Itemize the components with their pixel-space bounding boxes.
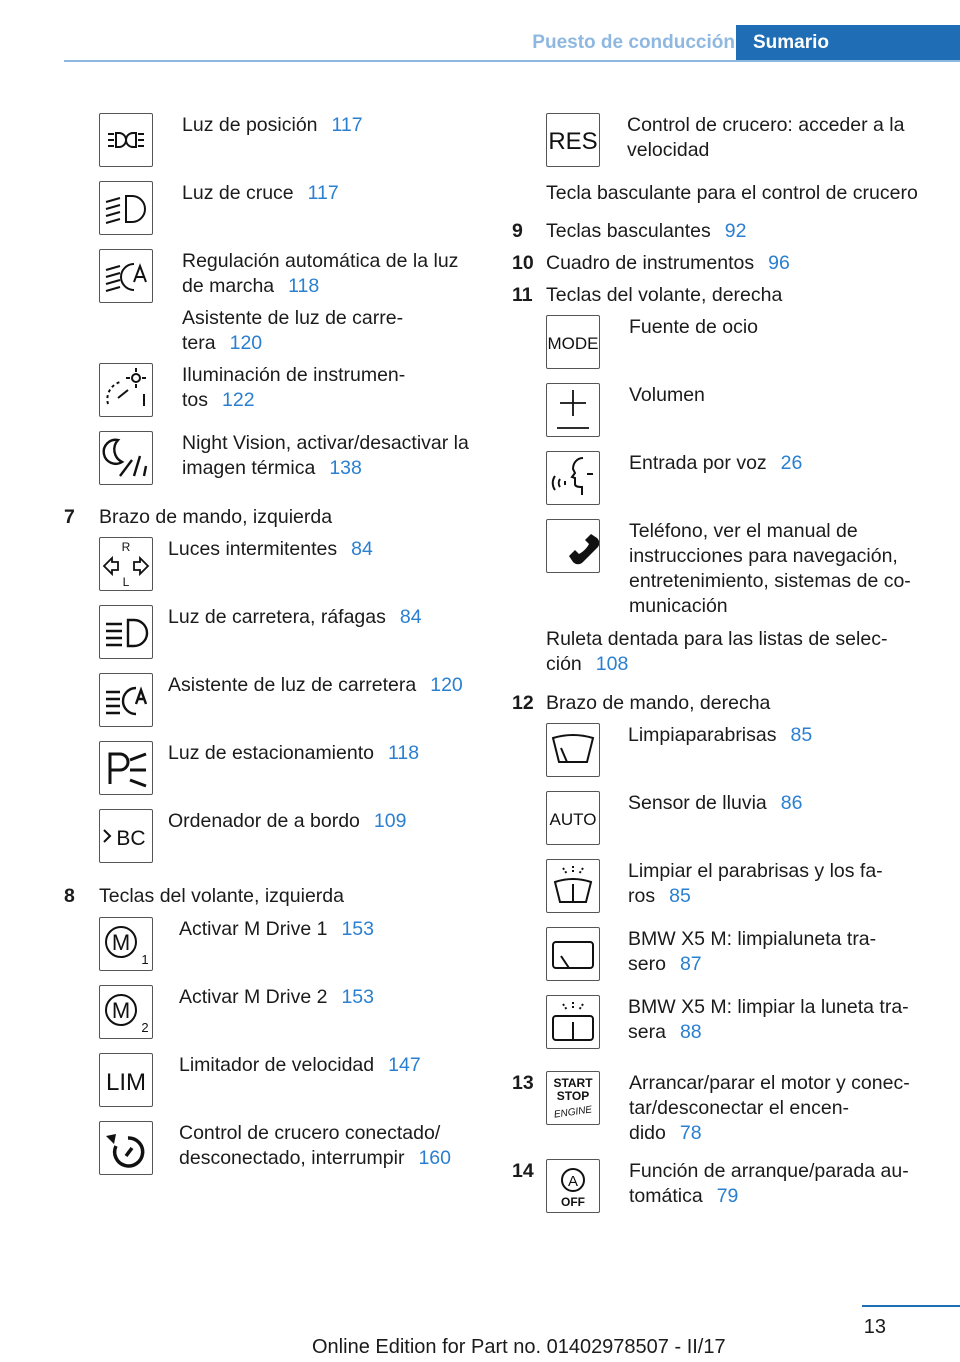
voice-input-icon [546, 451, 600, 505]
page-ref[interactable]: 84 [399, 606, 422, 628]
header-rule [64, 60, 960, 62]
cruise-control-label: Control de crucero conectado/ desconectado, interrumpir 160 [179, 1122, 451, 1169]
item-number: 10 [512, 252, 534, 274]
svg-text:R: R [121, 540, 131, 554]
phone-label: Teléfono, ver el manual de instrucciones para navegación, entretenimiento, sistemas de co- municación [629, 520, 911, 617]
page-ref[interactable]: 120 [430, 674, 463, 696]
section-title[interactable]: Puesto de conducción [532, 32, 735, 53]
auto-headlight-icon [99, 249, 153, 303]
svg-text:L: L [122, 575, 130, 589]
cruise-control-icon [99, 1121, 153, 1175]
rocker-label: Tecla basculante para el control de crucero [546, 182, 918, 204]
page-ref[interactable]: 108 [595, 653, 629, 675]
page-ref[interactable]: 87 [679, 953, 702, 975]
icon-text: BC [116, 827, 146, 850]
speed-limiter-icon [99, 1053, 153, 1107]
icon-text: START [553, 1076, 593, 1090]
washer-icon [546, 859, 600, 913]
item-number: 9 [512, 220, 523, 242]
washer-label: Limpiar el parabrisas y los fa- ros 85 [628, 860, 883, 907]
page-ref[interactable]: 147 [388, 1054, 421, 1076]
rear-washer-label: BMW X5 M: limpiar la luneta tra- sera 88 [628, 996, 909, 1043]
position-light-label: Luz de posición 117 [182, 114, 363, 136]
parking-light-label: Luz de estacionamiento 118 [168, 742, 420, 764]
volume-icon [546, 383, 600, 437]
rear-wiper-icon [546, 927, 600, 981]
night-vision-label: Night Vision, activar/desactivar la imagen térmica 138 [182, 432, 469, 479]
tab-sumario[interactable]: Sumario [736, 25, 960, 61]
page-ref[interactable]: 26 [780, 452, 803, 474]
item-number: 14 [512, 1160, 534, 1182]
page-ref[interactable]: 85 [790, 724, 813, 746]
footer-rule [862, 1305, 960, 1307]
section-heading: Teclas del volante, derecha [546, 284, 783, 306]
icon-text: MODE [547, 334, 599, 353]
start-stop-label: Arrancar/parar el motor y conec- tar/desconectar el encen- dido 78 [629, 1072, 910, 1144]
page-ref[interactable]: 118 [387, 742, 420, 764]
page-ref[interactable]: 138 [329, 457, 362, 479]
page-ref[interactable]: 96 [768, 252, 790, 274]
auto-start-stop-icon [546, 1159, 600, 1213]
item-number: 11 [512, 284, 533, 306]
turn-signal-label: Luces intermitentes 84 [168, 538, 373, 560]
item-number: 13 [512, 1072, 534, 1094]
res-icon [546, 113, 600, 167]
page-ref[interactable]: 78 [679, 1122, 702, 1144]
item-number: 8 [64, 885, 75, 907]
page-ref[interactable]: 122 [222, 389, 255, 411]
low-beam-icon [99, 181, 153, 235]
page-number: 13 [863, 1316, 886, 1338]
entertainment-source-label: Fuente de ocio [629, 316, 759, 338]
icon-text: ENGINE [553, 1104, 593, 1121]
page-ref[interactable]: 118 [288, 275, 320, 297]
page-ref[interactable]: 153 [341, 986, 374, 1008]
rocker-switches-label: Teclas basculantes 92 [546, 220, 747, 242]
instrument-lighting-icon [99, 363, 153, 417]
page-ref[interactable]: 120 [229, 332, 263, 354]
page-header [0, 25, 960, 61]
auto-headlight-label: Regulación automática de la luz de marcha 118 Asistente de luz de carre- tera 120 [182, 250, 459, 354]
speed-limiter-label: Limitador de velocidad 147 [179, 1054, 421, 1076]
svg-text:M: M [111, 998, 131, 1023]
volume-label: Volumen [629, 384, 705, 406]
icon-text: RES [548, 128, 598, 155]
page-ref[interactable]: 153 [341, 918, 374, 940]
turn-signal-icon [99, 537, 153, 591]
svg-text:2: 2 [141, 1020, 149, 1035]
icon-text: AUTO [549, 810, 597, 829]
icon-text: A [567, 1173, 579, 1190]
section-heading: Brazo de mando, izquierda [99, 506, 333, 528]
thumbwheel-label: Ruleta dentada para las listas de selec- ción 108 [546, 628, 888, 675]
instrument-lighting-label: Iluminación de instrumen- tos 122 [182, 364, 406, 411]
page-ref[interactable]: 85 [669, 885, 691, 907]
edition-footer: Online Edition for Part no. 01402978507 - II/17 [312, 1336, 726, 1358]
start-stop-icon [546, 1071, 600, 1125]
auto-start-stop-label: Función de arranque/parada au- tomática 79 [629, 1160, 909, 1207]
high-beam-label: Luz de carretera, ráfagas 84 [168, 606, 422, 628]
page-ref[interactable]: 160 [418, 1147, 451, 1169]
instrument-cluster-label: Cuadro de instrumentos 96 [546, 252, 790, 274]
night-vision-icon [99, 431, 153, 485]
page-ref[interactable]: 92 [724, 220, 747, 242]
onboard-computer-icon [99, 809, 153, 863]
low-beam-label: Luz de cruce 117 [182, 182, 339, 204]
page-ref[interactable]: 117 [307, 182, 339, 204]
parking-light-icon [99, 741, 153, 795]
rain-sensor-icon [546, 791, 600, 845]
m-drive-2-label: Activar M Drive 2 153 [179, 986, 374, 1008]
phone-icon [546, 519, 600, 573]
page-ref[interactable]: 88 [679, 1021, 702, 1043]
item-number: 12 [512, 692, 534, 714]
svg-text:1: 1 [141, 952, 149, 967]
item-number: 7 [64, 506, 75, 528]
svg-text:M: M [111, 930, 131, 955]
icon-text: STOP [556, 1089, 590, 1103]
high-beam-assist-icon [99, 673, 153, 727]
rain-sensor-label: Sensor de lluvia 86 [628, 792, 803, 814]
position-light-icon [99, 113, 153, 167]
resume-speed-label: Control de crucero: acceder a la velocidad [627, 114, 905, 161]
high-beam-icon [99, 605, 153, 659]
m-drive-2-icon [99, 985, 153, 1039]
page-ref[interactable]: 86 [780, 792, 803, 814]
onboard-computer-label: Ordenador de a bordo 109 [168, 810, 407, 832]
high-beam-assist-label: Asistente de luz de carretera 120 [168, 674, 463, 696]
section-heading: Brazo de mando, derecha [546, 692, 771, 714]
page-ref[interactable]: 117 [331, 114, 363, 136]
voice-input-label: Entrada por voz 26 [629, 452, 803, 474]
m-drive-1-icon [99, 917, 153, 971]
m-drive-1-label: Activar M Drive 1 153 [179, 918, 374, 940]
icon-text: LIM [105, 1069, 147, 1096]
rear-wiper-label: BMW X5 M: limpialuneta tra- sero 87 [628, 928, 877, 975]
page-ref[interactable]: 84 [351, 538, 373, 560]
rear-washer-icon [546, 995, 600, 1049]
icon-text: OFF [561, 1195, 585, 1209]
page-ref[interactable]: 109 [373, 810, 407, 832]
wiper-icon [546, 723, 600, 777]
page-ref[interactable]: 79 [716, 1185, 739, 1207]
section-heading: Teclas del volante, izquierda [99, 885, 344, 907]
wiper-label: Limpiaparabrisas 85 [628, 724, 813, 746]
mode-icon [546, 315, 600, 369]
